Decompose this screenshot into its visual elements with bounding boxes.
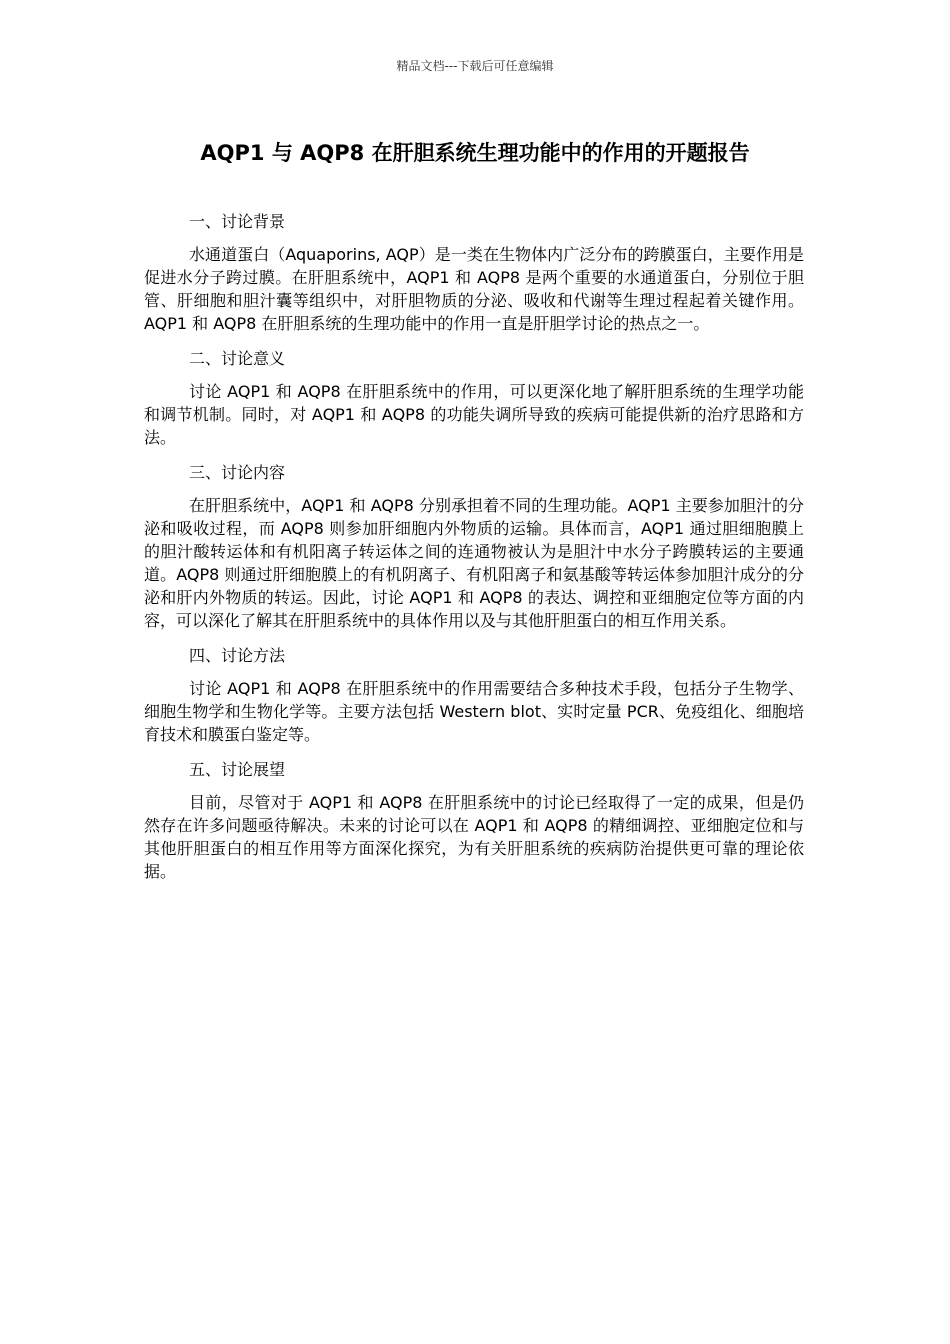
section-body-content: 在肝胆系统中，AQP1 和 AQP8 分别承担着不同的生理功能。AQP1 主要参加胆汁的分泌和吸收过程，而 AQP8 则参加肝细胞内外物质的运输。具体而言，AQP1 通过胆细胞膜上的胆汁酸转运体和有机阳离子转运体之间的连通物被认为是胆汁中水分子跨膜转运的主要通道。AQP8 则通过肝细胞膜上的有机阴离子、有机阳离子和氨基酸等转运体参加胆汁成分的分泌和肝内外物质的转运。因此，讨论 AQP1 和 AQP8 的表达、调控和亚细胞定位等方面的内容，可以深化了解其在肝胆系统中的具体作用以及与其他肝胆蛋白的相互作用关系。 bbox=[144, 496, 804, 630]
section-heading-outlook: 五、讨论展望 bbox=[189, 760, 286, 779]
section-heading-methods: 四、讨论方法 bbox=[189, 646, 286, 665]
section-heading-content: 三、讨论内容 bbox=[189, 463, 286, 482]
section-body-background: 水通道蛋白（Aquaporins, AQP）是一类在生物体内广泛分布的跨膜蛋白，主要作用是促进水分子跨过膜。在肝胆系统中，AQP1 和 AQP8 是两个重要的水通道蛋白，分别位于胆管、肝细胞和胆汁囊等组织中，对肝胆物质的分泌、吸收和代谢等生理过程起着关键作用。AQP1 和 AQP8 在肝胆系统的生理功能中的作用一直是肝胆学讨论的热点之一。 bbox=[144, 245, 804, 333]
section-body-methods: 讨论 AQP1 和 AQP8 在肝胆系统中的作用需要结合多种技术手段，包括分子生物学、细胞生物学和生物化学等。主要方法包括 Western blot、实时定量 PCR、免疫组化、细胞培育技术和膜蛋白鉴定等。 bbox=[144, 679, 804, 744]
document-title: AQP1 与 AQP8 在肝胆系统生理功能中的作用的开题报告 bbox=[200, 141, 750, 165]
section-heading-significance: 二、讨论意义 bbox=[189, 349, 286, 368]
header-note: 精品文档---下载后可任意编辑 bbox=[396, 59, 554, 73]
section-heading-background: 一、讨论背景 bbox=[189, 212, 286, 231]
document-body bbox=[144, 210, 804, 895]
section-body-outlook: 目前，尽管对于 AQP1 和 AQP8 在肝胆系统中的讨论已经取得了一定的成果，但是仍然存在许多问题亟待解决。未来的讨论可以在 AQP1 和 AQP8 的精细调控、亚细胞定位和与其他肝胆蛋白的相互作用等方面深化探究，为有关肝胆系统的疾病防治提供更可靠的理论依据。 bbox=[144, 793, 804, 881]
section-body-significance: 讨论 AQP1 和 AQP8 在肝胆系统中的作用，可以更深化地了解肝胆系统的生理学功能和调节机制。同时，对 AQP1 和 AQP8 的功能失调所导致的疾病可能提供新的治疗思路和方法。 bbox=[144, 382, 804, 447]
